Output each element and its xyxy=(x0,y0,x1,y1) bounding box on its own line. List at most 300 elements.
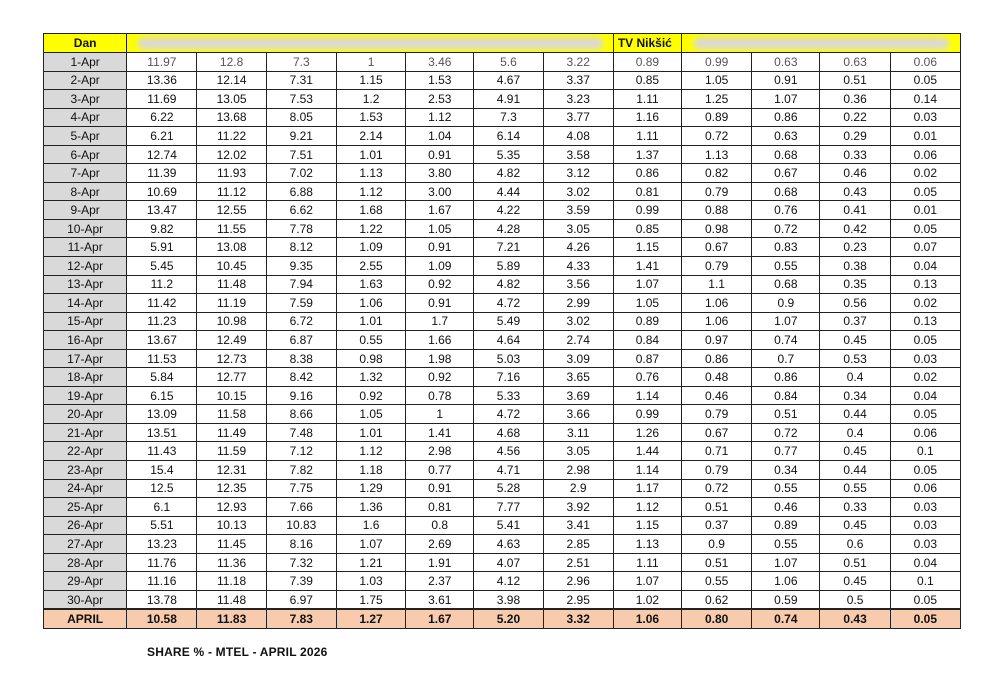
value-cell: 0.04 xyxy=(890,386,960,405)
value-cell: 11.12 xyxy=(197,182,266,201)
value-cell: 0.71 xyxy=(682,442,752,461)
value-cell: 11.58 xyxy=(197,405,266,424)
value-cell: 10.83 xyxy=(266,516,336,535)
total-value-cell: 5.20 xyxy=(474,609,543,628)
value-cell: 0.4 xyxy=(820,423,890,442)
value-cell: 12.74 xyxy=(127,145,197,164)
value-cell: 1.67 xyxy=(406,201,474,220)
value-cell: 0.05 xyxy=(890,219,960,238)
day-cell: 6-Apr xyxy=(44,145,127,164)
value-cell: 0.22 xyxy=(820,108,890,127)
value-cell: 0.68 xyxy=(752,275,820,294)
day-cell: 9-Apr xyxy=(44,201,127,220)
value-cell: 11.36 xyxy=(197,553,266,572)
total-value-cell: 7.83 xyxy=(266,609,336,628)
value-cell: 12.02 xyxy=(197,145,266,164)
value-cell: 0.72 xyxy=(752,423,820,442)
value-cell: 3.77 xyxy=(543,108,613,127)
total-value-cell: 1.27 xyxy=(336,609,405,628)
value-cell: 0.55 xyxy=(336,331,405,350)
value-cell: 2.53 xyxy=(406,90,474,109)
value-cell: 0.33 xyxy=(820,145,890,164)
table-row xyxy=(44,53,961,72)
value-cell: 11.18 xyxy=(197,572,266,591)
value-cell: 5.03 xyxy=(474,349,543,368)
total-value-cell: 10.58 xyxy=(127,609,197,628)
value-cell: 0.9 xyxy=(682,535,752,554)
value-cell: 0.89 xyxy=(613,312,681,331)
value-cell: 0.81 xyxy=(613,182,681,201)
day-cell: 18-Apr xyxy=(44,368,127,387)
value-cell: 0.67 xyxy=(682,423,752,442)
value-cell: 0.89 xyxy=(682,108,752,127)
table-row xyxy=(44,423,961,442)
value-cell: 1.36 xyxy=(336,498,405,517)
value-cell: 2.74 xyxy=(543,331,613,350)
day-cell: 14-Apr xyxy=(44,294,127,313)
value-cell: 2.95 xyxy=(543,590,613,609)
value-cell: 1 xyxy=(336,53,405,72)
value-cell: 7.53 xyxy=(266,90,336,109)
value-cell: 0.05 xyxy=(890,461,960,480)
value-cell: 0.05 xyxy=(890,590,960,609)
value-cell: 4.07 xyxy=(474,553,543,572)
value-cell: 5.6 xyxy=(474,53,543,72)
value-cell: 1.09 xyxy=(336,238,405,257)
value-cell: 1.44 xyxy=(613,442,681,461)
value-cell: 13.78 xyxy=(127,590,197,609)
value-cell: 1.53 xyxy=(336,108,405,127)
table-row xyxy=(44,442,961,461)
value-cell: 7.12 xyxy=(266,442,336,461)
day-cell: 17-Apr xyxy=(44,349,127,368)
value-cell: 1.11 xyxy=(613,553,681,572)
value-cell: 0.86 xyxy=(752,108,820,127)
value-cell: 5.89 xyxy=(474,257,543,276)
value-cell: 11.43 xyxy=(127,442,197,461)
value-cell: 0.79 xyxy=(682,182,752,201)
value-cell: 0.45 xyxy=(820,331,890,350)
value-cell: 0.05 xyxy=(890,331,960,350)
value-cell: 3.92 xyxy=(543,498,613,517)
value-cell: 0.02 xyxy=(890,164,960,183)
value-cell: 0.45 xyxy=(820,516,890,535)
value-cell: 0.03 xyxy=(890,498,960,517)
value-cell: 9.16 xyxy=(266,386,336,405)
value-cell: 0.05 xyxy=(890,71,960,90)
value-cell: 8.16 xyxy=(266,535,336,554)
value-cell: 6.14 xyxy=(474,127,543,146)
value-cell: 1.37 xyxy=(613,145,681,164)
table-caption: SHARE % - MTEL - APRIL 2026 xyxy=(147,645,328,659)
value-cell: 7.51 xyxy=(266,145,336,164)
value-cell: 0.81 xyxy=(406,498,474,517)
value-cell: 3.00 xyxy=(406,182,474,201)
value-cell: 7.75 xyxy=(266,479,336,498)
table-row xyxy=(44,368,961,387)
value-cell: 1.06 xyxy=(682,294,752,313)
value-cell: 7.59 xyxy=(266,294,336,313)
value-cell: 0.85 xyxy=(613,71,681,90)
value-cell: 0.98 xyxy=(336,349,405,368)
value-cell: 0.42 xyxy=(820,219,890,238)
value-cell: 10.45 xyxy=(197,257,266,276)
value-cell: 0.91 xyxy=(752,71,820,90)
value-cell: 15.4 xyxy=(127,461,197,480)
value-cell: 5.84 xyxy=(127,368,197,387)
day-cell: 10-Apr xyxy=(44,219,127,238)
value-cell: 1.25 xyxy=(682,90,752,109)
value-cell: 3.11 xyxy=(543,423,613,442)
value-cell: 1.14 xyxy=(613,461,681,480)
value-cell: 1.53 xyxy=(406,71,474,90)
table-row xyxy=(44,90,961,109)
day-cell: 4-Apr xyxy=(44,108,127,127)
day-cell: 20-Apr xyxy=(44,405,127,424)
value-cell: 2.98 xyxy=(543,461,613,480)
value-cell: 11.76 xyxy=(127,553,197,572)
value-cell: 1.12 xyxy=(336,182,405,201)
value-cell: 3.66 xyxy=(543,405,613,424)
value-cell: 3.23 xyxy=(543,90,613,109)
day-cell: 30-Apr xyxy=(44,590,127,609)
value-cell: 11.42 xyxy=(127,294,197,313)
value-cell: 13.05 xyxy=(197,90,266,109)
value-cell: 3.05 xyxy=(543,442,613,461)
value-cell: 0.89 xyxy=(752,516,820,535)
value-cell: 7.32 xyxy=(266,553,336,572)
value-cell: 1.05 xyxy=(336,405,405,424)
value-cell: 2.85 xyxy=(543,535,613,554)
value-cell: 7.77 xyxy=(474,498,543,517)
value-cell: 1.2 xyxy=(336,90,405,109)
value-cell: 0.92 xyxy=(406,368,474,387)
value-cell: 4.44 xyxy=(474,182,543,201)
value-cell: 0.53 xyxy=(820,349,890,368)
value-cell: 1.7 xyxy=(406,312,474,331)
value-cell: 6.72 xyxy=(266,312,336,331)
value-cell: 1.12 xyxy=(613,498,681,517)
value-cell: 10.15 xyxy=(197,386,266,405)
value-cell: 1.06 xyxy=(752,572,820,591)
value-cell: 1.01 xyxy=(336,145,405,164)
table-row xyxy=(44,590,961,609)
value-cell: 0.88 xyxy=(682,201,752,220)
value-cell: 12.5 xyxy=(127,479,197,498)
value-cell: 11.55 xyxy=(197,219,266,238)
value-cell: 13.23 xyxy=(127,535,197,554)
value-cell: 0.68 xyxy=(752,182,820,201)
value-cell: 3.05 xyxy=(543,219,613,238)
value-cell: 0.02 xyxy=(890,294,960,313)
value-cell: 0.13 xyxy=(890,275,960,294)
table-row xyxy=(44,294,961,313)
value-cell: 0.85 xyxy=(613,219,681,238)
value-cell: 1.15 xyxy=(613,516,681,535)
value-cell: 0.05 xyxy=(890,405,960,424)
value-cell: 4.28 xyxy=(474,219,543,238)
value-cell: 7.21 xyxy=(474,238,543,257)
table-body xyxy=(44,53,961,629)
table-row xyxy=(44,479,961,498)
value-cell: 0.45 xyxy=(820,442,890,461)
value-cell: 0.35 xyxy=(820,275,890,294)
value-cell: 0.51 xyxy=(682,553,752,572)
value-cell: 7.3 xyxy=(474,108,543,127)
value-cell: 8.05 xyxy=(266,108,336,127)
value-cell: 6.88 xyxy=(266,182,336,201)
value-cell: 1.16 xyxy=(613,108,681,127)
value-cell: 1.15 xyxy=(336,71,405,90)
value-cell: 5.35 xyxy=(474,145,543,164)
value-cell: 12.77 xyxy=(197,368,266,387)
value-cell: 0.91 xyxy=(406,479,474,498)
value-cell: 3.41 xyxy=(543,516,613,535)
value-cell: 0.8 xyxy=(406,516,474,535)
value-cell: 12.55 xyxy=(197,201,266,220)
total-value-cell: 0.74 xyxy=(752,609,820,628)
day-cell: 25-Apr xyxy=(44,498,127,517)
value-cell: 0.99 xyxy=(613,201,681,220)
value-cell: 3.02 xyxy=(543,312,613,331)
value-cell: 1.68 xyxy=(336,201,405,220)
value-cell: 9.82 xyxy=(127,219,197,238)
value-cell: 6.15 xyxy=(127,386,197,405)
value-cell: 4.26 xyxy=(543,238,613,257)
value-cell: 0.06 xyxy=(890,423,960,442)
value-cell: 0.37 xyxy=(682,516,752,535)
value-cell: 0.14 xyxy=(890,90,960,109)
value-cell: 0.07 xyxy=(890,238,960,257)
day-cell: 7-Apr xyxy=(44,164,127,183)
value-cell: 3.02 xyxy=(543,182,613,201)
value-cell: 0.41 xyxy=(820,201,890,220)
value-cell: 0.77 xyxy=(752,442,820,461)
value-cell: 0.72 xyxy=(682,127,752,146)
value-cell: 1.12 xyxy=(336,442,405,461)
table-row xyxy=(44,312,961,331)
value-cell: 1.18 xyxy=(336,461,405,480)
table-row xyxy=(44,201,961,220)
value-cell: 0.55 xyxy=(682,572,752,591)
value-cell: 11.59 xyxy=(197,442,266,461)
total-row xyxy=(44,609,961,628)
value-cell: 0.36 xyxy=(820,90,890,109)
value-cell: 0.86 xyxy=(682,349,752,368)
value-cell: 1.29 xyxy=(336,479,405,498)
value-cell: 1.04 xyxy=(406,127,474,146)
value-cell: 1.22 xyxy=(336,219,405,238)
value-cell: 0.82 xyxy=(682,164,752,183)
value-cell: 2.9 xyxy=(543,479,613,498)
value-cell: 5.33 xyxy=(474,386,543,405)
value-cell: 13.09 xyxy=(127,405,197,424)
value-cell: 0.48 xyxy=(682,368,752,387)
value-cell: 0.89 xyxy=(613,53,681,72)
value-cell: 6.62 xyxy=(266,201,336,220)
value-cell: 4.71 xyxy=(474,461,543,480)
value-cell: 0.13 xyxy=(890,312,960,331)
value-cell: 0.46 xyxy=(752,498,820,517)
value-cell: 2.14 xyxy=(336,127,405,146)
day-cell: 27-Apr xyxy=(44,535,127,554)
value-cell: 0.23 xyxy=(820,238,890,257)
value-cell: 6.87 xyxy=(266,331,336,350)
value-cell: 1.07 xyxy=(613,572,681,591)
value-cell: 13.51 xyxy=(127,423,197,442)
value-cell: 1.32 xyxy=(336,368,405,387)
value-cell: 4.12 xyxy=(474,572,543,591)
value-cell: 0.74 xyxy=(752,331,820,350)
table-row xyxy=(44,405,961,424)
table-row xyxy=(44,145,961,164)
value-cell: 0.44 xyxy=(820,405,890,424)
value-cell: 0.4 xyxy=(820,368,890,387)
value-cell: 0.62 xyxy=(682,590,752,609)
value-cell: 0.44 xyxy=(820,461,890,480)
value-cell: 3.80 xyxy=(406,164,474,183)
value-cell: 0.59 xyxy=(752,590,820,609)
value-cell: 10.98 xyxy=(197,312,266,331)
total-value-cell: 1.06 xyxy=(613,609,681,628)
day-cell: 29-Apr xyxy=(44,572,127,591)
value-cell: 12.93 xyxy=(197,498,266,517)
value-cell: 2.99 xyxy=(543,294,613,313)
value-cell: 6.21 xyxy=(127,127,197,146)
header-tv-niksic: TV Nikšić xyxy=(613,34,681,53)
value-cell: 11.97 xyxy=(127,53,197,72)
value-cell: 1.66 xyxy=(406,331,474,350)
value-cell: 0.1 xyxy=(890,572,960,591)
value-cell: 4.63 xyxy=(474,535,543,554)
value-cell: 0.01 xyxy=(890,127,960,146)
value-cell: 11.2 xyxy=(127,275,197,294)
value-cell: 2.96 xyxy=(543,572,613,591)
value-cell: 13.68 xyxy=(197,108,266,127)
value-cell: 11.22 xyxy=(197,127,266,146)
value-cell: 2.98 xyxy=(406,442,474,461)
total-label-cell: APRIL xyxy=(44,609,127,628)
table-row xyxy=(44,108,961,127)
value-cell: 3.61 xyxy=(406,590,474,609)
value-cell: 1.63 xyxy=(336,275,405,294)
value-cell: 0.86 xyxy=(613,164,681,183)
value-cell: 1.6 xyxy=(336,516,405,535)
table-row xyxy=(44,461,961,480)
value-cell: 9.21 xyxy=(266,127,336,146)
value-cell: 0.46 xyxy=(682,386,752,405)
value-cell: 0.92 xyxy=(406,275,474,294)
value-cell: 11.39 xyxy=(127,164,197,183)
value-cell: 3.46 xyxy=(406,53,474,72)
value-cell: 0.68 xyxy=(752,145,820,164)
value-cell: 4.64 xyxy=(474,331,543,350)
value-cell: 13.67 xyxy=(127,331,197,350)
value-cell: 0.38 xyxy=(820,257,890,276)
value-cell: 0.02 xyxy=(890,368,960,387)
value-cell: 0.84 xyxy=(613,331,681,350)
value-cell: 4.33 xyxy=(543,257,613,276)
value-cell: 0.79 xyxy=(682,405,752,424)
header-redacted-channels xyxy=(127,34,614,53)
table-row xyxy=(44,219,961,238)
day-cell: 2-Apr xyxy=(44,71,127,90)
value-cell: 0.78 xyxy=(406,386,474,405)
value-cell: 3.12 xyxy=(543,164,613,183)
value-cell: 0.97 xyxy=(682,331,752,350)
value-cell: 11.93 xyxy=(197,164,266,183)
value-cell: 8.12 xyxy=(266,238,336,257)
value-cell: 11.19 xyxy=(197,294,266,313)
value-cell: 4.56 xyxy=(474,442,543,461)
value-cell: 1.14 xyxy=(613,386,681,405)
value-cell: 1.02 xyxy=(613,590,681,609)
value-cell: 7.31 xyxy=(266,71,336,90)
value-cell: 1.1 xyxy=(682,275,752,294)
value-cell: 6.97 xyxy=(266,590,336,609)
day-cell: 5-Apr xyxy=(44,127,127,146)
value-cell: 0.06 xyxy=(890,53,960,72)
value-cell: 6.1 xyxy=(127,498,197,517)
value-cell: 7.78 xyxy=(266,219,336,238)
value-cell: 5.91 xyxy=(127,238,197,257)
value-cell: 0.33 xyxy=(820,498,890,517)
value-cell: 4.67 xyxy=(474,71,543,90)
table-row xyxy=(44,275,961,294)
value-cell: 1.12 xyxy=(406,108,474,127)
table-row xyxy=(44,164,961,183)
value-cell: 1.15 xyxy=(613,238,681,257)
value-cell: 0.56 xyxy=(820,294,890,313)
table-row xyxy=(44,386,961,405)
value-cell: 9.35 xyxy=(266,257,336,276)
value-cell: 4.82 xyxy=(474,164,543,183)
day-cell: 28-Apr xyxy=(44,553,127,572)
value-cell: 5.51 xyxy=(127,516,197,535)
value-cell: 2.55 xyxy=(336,257,405,276)
total-value-cell: 3.32 xyxy=(543,609,613,628)
value-cell: 11.69 xyxy=(127,90,197,109)
value-cell: 5.28 xyxy=(474,479,543,498)
value-cell: 0.5 xyxy=(820,590,890,609)
value-cell: 0.87 xyxy=(613,349,681,368)
value-cell: 0.51 xyxy=(820,553,890,572)
value-cell: 12.49 xyxy=(197,331,266,350)
value-cell: 1.26 xyxy=(613,423,681,442)
value-cell: 0.03 xyxy=(890,535,960,554)
value-cell: 2.51 xyxy=(543,553,613,572)
value-cell: 10.13 xyxy=(197,516,266,535)
share-table xyxy=(43,33,961,629)
value-cell: 3.09 xyxy=(543,349,613,368)
value-cell: 11.48 xyxy=(197,275,266,294)
value-cell: 0.34 xyxy=(820,386,890,405)
total-value-cell: 0.80 xyxy=(682,609,752,628)
value-cell: 8.42 xyxy=(266,368,336,387)
value-cell: 1.05 xyxy=(613,294,681,313)
value-cell: 1.75 xyxy=(336,590,405,609)
value-cell: 7.3 xyxy=(266,53,336,72)
value-cell: 0.05 xyxy=(890,182,960,201)
value-cell: 0.6 xyxy=(820,535,890,554)
day-cell: 19-Apr xyxy=(44,386,127,405)
value-cell: 0.91 xyxy=(406,145,474,164)
value-cell: 7.66 xyxy=(266,498,336,517)
value-cell: 7.39 xyxy=(266,572,336,591)
value-cell: 1.11 xyxy=(613,127,681,146)
value-cell: 0.63 xyxy=(752,127,820,146)
value-cell: 0.79 xyxy=(682,461,752,480)
